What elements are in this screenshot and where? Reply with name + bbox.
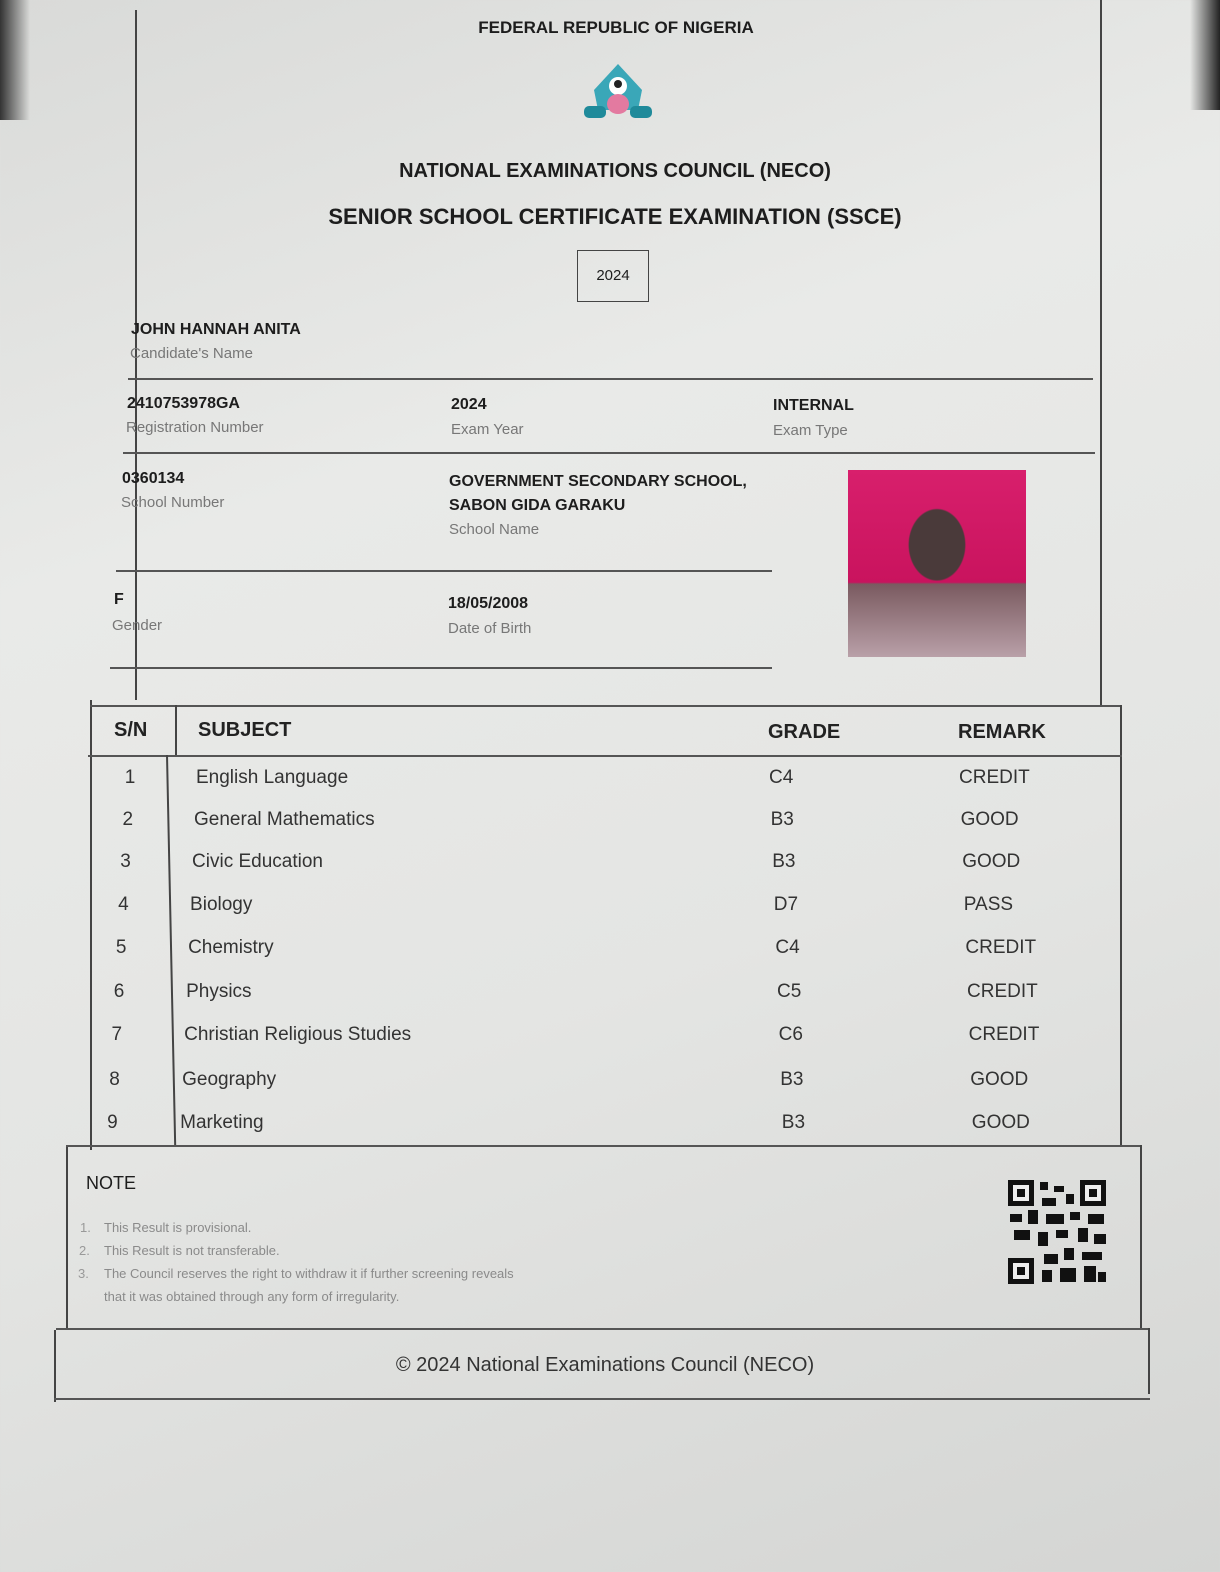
row-remark: GOOD xyxy=(970,1069,1029,1090)
border-left xyxy=(90,700,92,1150)
row-subject: General Mathematics xyxy=(194,809,375,830)
row-subject: Chemistry xyxy=(188,937,274,958)
neco-crest-icon xyxy=(580,60,656,129)
border-left xyxy=(66,1145,68,1330)
exam-title: SENIOR SCHOOL CERTIFICATE EXAMINATION (SSCE) xyxy=(328,204,902,229)
row-sn: 8 xyxy=(109,1069,120,1090)
divider xyxy=(56,1328,1148,1330)
row-sn: 3 xyxy=(120,851,131,872)
exam-year-label: Exam Year xyxy=(451,421,524,438)
gender: F xyxy=(114,591,124,608)
note-text: The Council reserves the right to withdraw it if further screening reveals xyxy=(104,1266,514,1281)
row-grade: C6 xyxy=(778,1024,803,1045)
note-text: This Result is provisional. xyxy=(104,1220,252,1235)
row-grade: B3 xyxy=(781,1112,806,1133)
divider xyxy=(110,667,772,669)
row-grade: C5 xyxy=(777,981,802,1002)
note-text: This Result is not transferable. xyxy=(104,1243,280,1258)
note-number: 3. xyxy=(78,1266,89,1281)
row-subject: Christian Religious Studies xyxy=(184,1024,412,1045)
row-sn: 7 xyxy=(111,1024,123,1045)
note-title: NOTE xyxy=(86,1173,137,1193)
row-subject: Biology xyxy=(190,894,253,915)
row-sn: 1 xyxy=(124,767,136,788)
note-number: 2. xyxy=(79,1243,90,1258)
row-remark: GOOD xyxy=(960,809,1019,830)
border-right xyxy=(1120,705,1122,1145)
header-grade: GRADE xyxy=(768,721,841,743)
column-divider xyxy=(166,755,176,1145)
header-remark: REMARK xyxy=(958,721,1046,743)
row-grade: B3 xyxy=(780,1069,804,1090)
year-box: 2024 xyxy=(577,250,649,302)
row-subject: Geography xyxy=(182,1069,277,1090)
gender-label: Gender xyxy=(112,617,163,634)
border-right xyxy=(1140,1145,1142,1330)
row-grade: C4 xyxy=(775,937,800,958)
row-remark: CREDIT xyxy=(965,937,1037,958)
row-remark: GOOD xyxy=(962,851,1021,872)
row-grade: D7 xyxy=(773,894,799,915)
exam-type: INTERNAL xyxy=(773,397,854,414)
row-sn: 2 xyxy=(122,809,134,830)
divider xyxy=(128,378,1093,380)
row-grade: B3 xyxy=(772,851,796,872)
school-name-line1: GOVERNMENT SECONDARY SCHOOL, xyxy=(449,473,747,490)
row-subject: Marketing xyxy=(180,1112,264,1133)
border-right xyxy=(1100,0,1102,705)
candidate-name-label: Candidate's Name xyxy=(130,345,253,362)
row-grade: C4 xyxy=(769,767,794,788)
row-remark: PASS xyxy=(963,894,1014,915)
candidate-name: JOHN HANNAH ANITA xyxy=(131,321,301,338)
row-subject: English Language xyxy=(196,767,349,788)
school-name-line2: SABON GIDA GARAKU xyxy=(449,497,626,514)
date-of-birth-label: Date of Birth xyxy=(448,620,532,637)
note-text: that it was obtained through any form of irregularity. xyxy=(104,1289,400,1304)
row-sn: 4 xyxy=(118,894,129,915)
school-name-label: School Name xyxy=(449,521,540,538)
row-remark: CREDIT xyxy=(959,767,1030,788)
row-sn: 9 xyxy=(107,1112,118,1133)
exam-type-label: Exam Type xyxy=(773,422,848,439)
country-title: FEDERAL REPUBLIC OF NIGERIA xyxy=(478,18,754,37)
row-remark: CREDIT xyxy=(968,1024,1040,1045)
row-subject: Physics xyxy=(186,981,252,1002)
council-title: NATIONAL EXAMINATIONS COUNCIL (NECO) xyxy=(399,160,831,182)
divider xyxy=(116,570,772,572)
candidate-photo xyxy=(848,470,1026,657)
table-border xyxy=(90,705,1120,707)
note-number: 1. xyxy=(80,1220,91,1235)
registration-number-label: Registration Number xyxy=(126,419,264,436)
qr-code-icon xyxy=(1008,1180,1106,1284)
copyright: © 2024 National Examinations Council (NECO) xyxy=(395,1354,815,1376)
registration-number: 2410753978GA xyxy=(127,395,240,412)
exam-year: 2024 xyxy=(451,396,487,413)
row-sn: 5 xyxy=(115,937,127,958)
row-sn: 6 xyxy=(113,981,125,1002)
row-remark: GOOD xyxy=(971,1112,1030,1133)
photo-shadow xyxy=(1190,0,1220,110)
row-subject: Civic Education xyxy=(192,851,323,872)
row-remark: CREDIT xyxy=(967,981,1038,1002)
header-sn: S/N xyxy=(114,719,148,741)
column-divider xyxy=(175,705,177,755)
date-of-birth: 18/05/2008 xyxy=(448,595,529,612)
school-number-label: School Number xyxy=(121,494,225,511)
row-grade: B3 xyxy=(770,809,794,830)
table-border xyxy=(66,1145,1140,1147)
table-border xyxy=(88,755,1122,757)
school-number: 0360134 xyxy=(122,470,185,487)
divider xyxy=(123,452,1095,454)
divider xyxy=(54,1398,1150,1400)
header-subject: SUBJECT xyxy=(198,719,292,741)
